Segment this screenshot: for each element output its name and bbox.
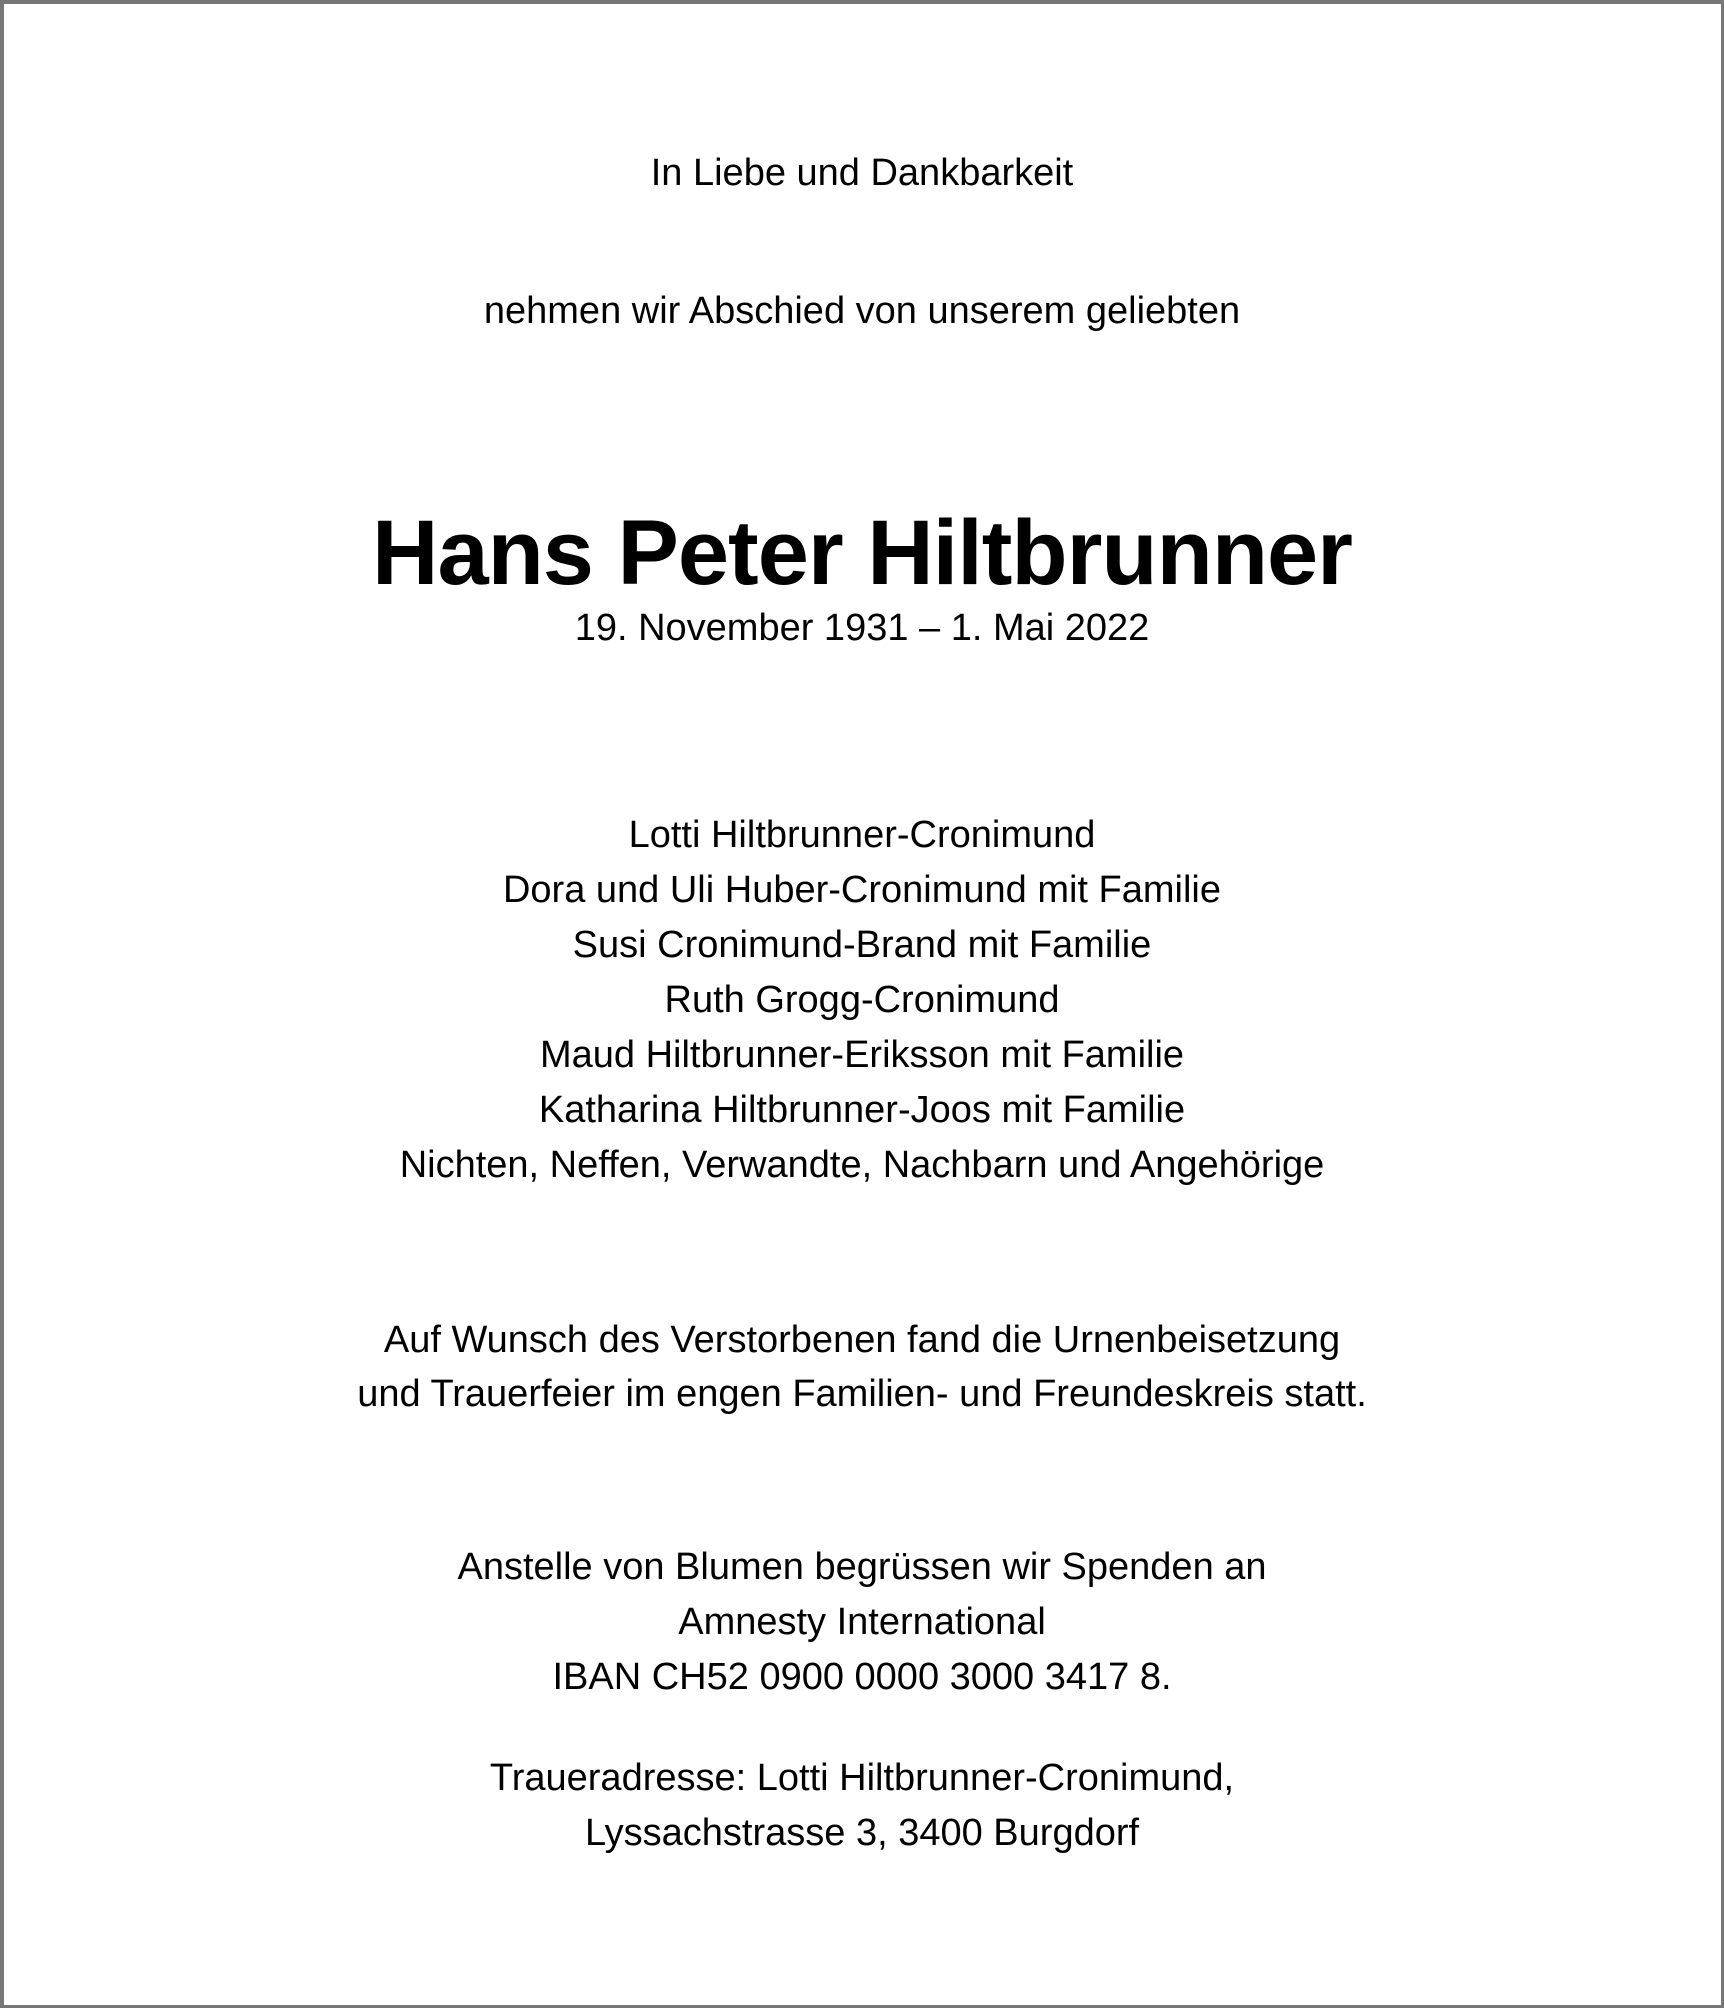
mourner-line: Nichten, Neffen, Verwandte, Nachbarn und Angehörige <box>399 1144 1325 1186</box>
mourner-line: Lotti Hiltbrunner-Cronimund <box>628 814 1096 856</box>
address-line: Lyssachstrasse 3, 3400 Burgdorf <box>584 1812 1140 1854</box>
address-line: Traueradresse: Lotti Hiltbrunner-Cronimund, <box>489 1757 1235 1799</box>
ceremony-line: Auf Wunsch des Verstorbenen fand die Urnenbeisetzung <box>383 1319 1341 1361</box>
deceased-name: Hans Peter Hiltbrunner <box>372 502 1352 604</box>
donation-line: Anstelle von Blumen begrüssen wir Spenden an <box>457 1546 1267 1588</box>
lead-text: nehmen wir Abschied von unserem geliebten <box>483 290 1241 332</box>
mourner-line: Ruth Grogg-Cronimund <box>664 979 1060 1021</box>
ceremony-line: und Trauerfeier im engen Familien- und Freundeskreis statt. <box>357 1373 1367 1415</box>
intro-text: In Liebe und Dankbarkeit <box>650 152 1074 194</box>
mourner-line: Dora und Uli Huber-Cronimund mit Familie <box>502 869 1221 911</box>
mourner-line: Katharina Hiltbrunner-Joos mit Familie <box>538 1089 1186 1131</box>
life-dates: 19. November 1931 – 1. Mai 2022 <box>574 607 1150 649</box>
donation-iban: IBAN CH52 0900 0000 3000 3417 8. <box>552 1656 1172 1698</box>
mourner-line: Susi Cronimund-Brand mit Familie <box>572 924 1152 966</box>
mourner-line: Maud Hiltbrunner-Eriksson mit Familie <box>539 1034 1185 1076</box>
donation-line: Amnesty International <box>678 1601 1046 1643</box>
